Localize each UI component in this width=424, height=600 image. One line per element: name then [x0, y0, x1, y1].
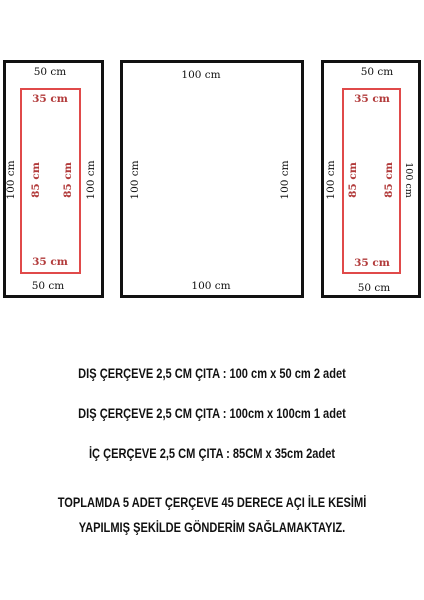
center-right-label: 100 cm	[278, 160, 291, 200]
left-inner-right-label: 85 cm	[61, 162, 74, 198]
right-outer-right-label: 100 cm	[402, 162, 414, 198]
spec-line-inner-85x35: İÇ ÇERÇEVE 2,5 CM ÇITA : 85CM x 35cm 2adet	[88, 446, 336, 461]
left-inner-left-label: 85 cm	[29, 162, 42, 198]
left-outer-top-label: 50 cm	[33, 66, 67, 78]
right-outer-bottom-label: 50 cm	[357, 282, 391, 294]
center-left-label: 100 cm	[128, 160, 141, 200]
shipping-note-line-1: TOPLAMDA 5 ADET ÇERÇEVE 45 DERECE AÇI İLE KESİMİ	[57, 495, 367, 510]
right-outer-top-label: 50 cm	[360, 66, 394, 78]
right-inner-left-label: 85 cm	[346, 162, 359, 198]
left-outer-bottom-label: 50 cm	[31, 280, 65, 292]
right-inner-bottom-label: 35 cm	[354, 257, 390, 269]
left-inner-top-label: 35 cm	[32, 93, 68, 105]
center-bottom-label: 100 cm	[191, 280, 231, 292]
left-inner-bottom-label: 35 cm	[32, 256, 68, 268]
spec-line-outer-100x50: DIŞ ÇERÇEVE 2,5 CM ÇITA : 100 cm x 50 cm 2 adet	[78, 366, 346, 381]
right-inner-right-label: 85 cm	[382, 162, 395, 198]
left-outer-right-label: 100 cm	[84, 160, 97, 200]
center-top-label: 100 cm	[181, 69, 221, 81]
shipping-note-line-2: YAPILMIŞ ŞEKİLDE GÖNDERİM SAĞLAMAKTAYIZ.	[78, 520, 346, 535]
right-inner-top-label: 35 cm	[354, 93, 390, 105]
spec-line-outer-100x100: DIŞ ÇERÇEVE 2,5 CM ÇITA : 100cm x 100cm 1 adet	[78, 406, 346, 421]
center-outer-frame	[120, 60, 304, 298]
left-outer-left-label: 100 cm	[4, 160, 17, 200]
right-outer-left-label: 100 cm	[324, 160, 337, 200]
